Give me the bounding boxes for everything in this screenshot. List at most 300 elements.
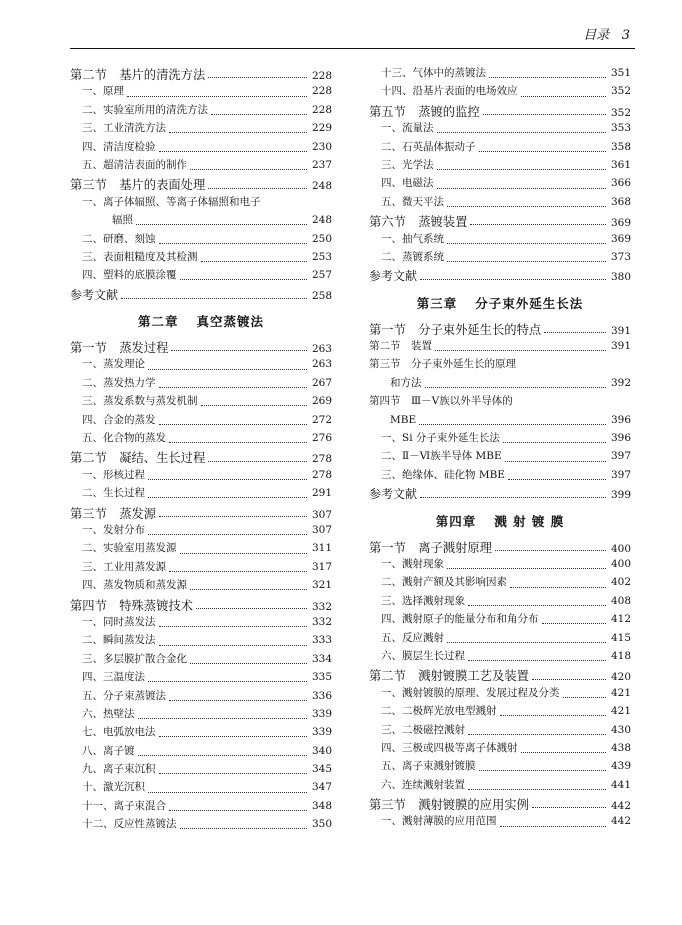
toc-entry-label: 第四节 Ⅲ－Ⅴ族以外半导体的 bbox=[369, 395, 513, 408]
chapter-title: 真空蒸镀法 bbox=[196, 314, 265, 330]
dot-leader bbox=[180, 278, 308, 280]
toc-entry bbox=[70, 231, 332, 249]
toc-entry-page: 441 bbox=[610, 778, 631, 791]
toc-entry-page: 248 bbox=[311, 180, 332, 193]
toc-entry-page: 430 bbox=[610, 723, 631, 736]
dot-leader bbox=[500, 714, 607, 716]
dot-leader bbox=[159, 242, 308, 244]
toc-entry-page: 237 bbox=[311, 158, 332, 171]
toc-entry-label: 二、蒸发热力学 bbox=[82, 376, 156, 389]
dot-leader bbox=[169, 809, 307, 811]
toc-entry bbox=[70, 467, 332, 485]
dot-leader bbox=[159, 625, 308, 627]
toc-entry bbox=[70, 485, 332, 503]
dot-leader bbox=[532, 806, 606, 808]
toc-entry bbox=[70, 157, 332, 175]
toc-entry bbox=[70, 614, 332, 632]
toc-entry bbox=[369, 231, 631, 249]
toc-entry bbox=[369, 139, 631, 157]
toc-entry-page: 396 bbox=[610, 432, 631, 445]
toc-entry bbox=[369, 430, 631, 448]
toc-entry-page: 400 bbox=[610, 557, 631, 570]
dot-leader bbox=[479, 150, 607, 152]
dot-leader bbox=[148, 496, 307, 498]
toc-entry-page: 353 bbox=[610, 122, 631, 135]
dot-leader bbox=[196, 607, 307, 609]
toc-entry-label: 六、连续溅射装置 bbox=[381, 778, 465, 791]
toc-entry-page: 392 bbox=[610, 376, 631, 389]
toc-entry-label: 二、二极辉光放电型溅射 bbox=[381, 705, 497, 718]
dot-leader bbox=[447, 260, 606, 262]
toc-references-entry bbox=[70, 286, 332, 304]
toc-entry-page: 421 bbox=[610, 686, 631, 699]
dot-leader bbox=[510, 586, 606, 588]
toc-entry bbox=[70, 212, 332, 230]
toc-entry-page: 263 bbox=[311, 358, 332, 371]
dot-leader bbox=[148, 791, 307, 793]
toc-entry-page: 380 bbox=[610, 271, 631, 284]
toc-entry bbox=[70, 356, 332, 374]
toc-entry bbox=[70, 102, 332, 120]
toc-entry-label: 二、蒸镀系统 bbox=[381, 250, 444, 263]
toc-entry-page: 278 bbox=[311, 468, 332, 481]
toc-entry-label: 一、原理 bbox=[82, 85, 124, 98]
chapter-heading bbox=[369, 286, 631, 320]
chapter-number: 第四章 bbox=[435, 513, 477, 529]
toc-entry bbox=[70, 669, 332, 687]
toc-section-entry bbox=[70, 596, 332, 614]
toc-entry-page: 418 bbox=[610, 649, 631, 662]
dot-leader bbox=[159, 772, 308, 774]
toc-entry-page: 334 bbox=[311, 652, 332, 665]
dot-leader bbox=[542, 622, 607, 624]
toc-entry bbox=[369, 556, 631, 574]
toc-entry-label: 十一、离子束混合 bbox=[82, 799, 166, 812]
toc-section-entry bbox=[70, 65, 332, 83]
toc-entry-label: 六、膜层生长过程 bbox=[381, 649, 465, 662]
toc-entry-page: 228 bbox=[311, 85, 332, 98]
toc-entry-label: 第二节 装置 bbox=[369, 340, 432, 353]
toc-section-entry bbox=[369, 212, 631, 230]
toc-entry-label: 一、Si 分子束外延生长法 bbox=[381, 432, 500, 445]
toc-entry-page: 335 bbox=[311, 671, 332, 684]
toc-entry-page: 317 bbox=[311, 560, 332, 573]
toc-entry bbox=[369, 611, 631, 629]
toc-entry-label: 二、研磨、刻蚀 bbox=[82, 232, 156, 245]
toc-entry-page: 332 bbox=[311, 615, 332, 628]
toc-entry-label: 三、二极磁控溅射 bbox=[381, 723, 465, 736]
toc-entry bbox=[70, 393, 332, 411]
dot-leader bbox=[159, 644, 308, 646]
toc-entry-label: 一、溅射现象 bbox=[381, 557, 444, 570]
toc-entry-label: 一、发射分布 bbox=[82, 523, 145, 536]
toc-entry-page: 332 bbox=[311, 600, 332, 613]
toc-entry-label: 三、工业清洗方法 bbox=[82, 122, 166, 135]
toc-section-entry bbox=[369, 538, 631, 556]
chapter-heading bbox=[70, 304, 332, 338]
toc-entry-label: 第一节 蒸发过程 bbox=[70, 341, 169, 356]
dot-leader bbox=[180, 552, 308, 554]
toc-right-column bbox=[369, 65, 631, 832]
dot-leader bbox=[495, 549, 606, 551]
toc-entry-label: 第三节 溅射镀膜的应用实例 bbox=[369, 798, 529, 813]
toc-entry-page: 272 bbox=[311, 413, 332, 426]
toc-entry-page: 278 bbox=[311, 453, 332, 466]
toc-entry-label: 十四、沿基片表面的电场效应 bbox=[381, 85, 518, 98]
dot-leader bbox=[420, 496, 606, 498]
toc-entry-label: 第三节 基片的表面处理 bbox=[70, 178, 206, 193]
dot-leader bbox=[532, 678, 606, 680]
toc-entry-label: 三、工业用蒸发源 bbox=[82, 560, 166, 573]
toc-entry-label: 五、化合物的蒸发 bbox=[82, 432, 166, 445]
toc-entry-label: 一、抽气系统 bbox=[381, 232, 444, 245]
toc-entry bbox=[70, 779, 332, 797]
toc-entry bbox=[369, 393, 631, 411]
toc-entry bbox=[369, 157, 631, 175]
toc-entry-page: 400 bbox=[610, 542, 631, 555]
toc-entry-label: 和方法 bbox=[369, 376, 422, 389]
toc-entry-label: 参考文献 bbox=[369, 487, 418, 502]
toc-entry-page: 348 bbox=[311, 799, 332, 812]
dot-leader bbox=[500, 825, 607, 827]
toc-entry-label: 四、蒸发物质和蒸发源 bbox=[82, 579, 187, 592]
toc-entry-page: 230 bbox=[311, 140, 332, 153]
toc-entry-label: 三、表面粗糙度及其检测 bbox=[82, 250, 198, 263]
toc-entry-page: 228 bbox=[311, 103, 332, 116]
toc-entry bbox=[369, 467, 631, 485]
dot-leader bbox=[468, 788, 606, 790]
toc-entry bbox=[369, 630, 631, 648]
dot-leader bbox=[201, 260, 308, 262]
toc-entry bbox=[70, 83, 332, 101]
dot-leader bbox=[208, 187, 307, 189]
dot-leader bbox=[190, 588, 307, 590]
toc-entry-page: 228 bbox=[311, 70, 332, 82]
dot-leader bbox=[437, 131, 607, 133]
dot-leader bbox=[201, 404, 308, 406]
toc-entry-label: 三、蒸发系数与蒸发机制 bbox=[82, 395, 198, 408]
toc-entry-label: 第四节 特殊蒸镀技术 bbox=[70, 598, 193, 613]
toc-entry-page: 321 bbox=[311, 579, 332, 592]
toc-entry-page: 352 bbox=[610, 106, 631, 119]
dot-leader bbox=[447, 641, 606, 643]
dot-leader bbox=[148, 478, 307, 480]
toc-entry-page: 311 bbox=[311, 542, 332, 555]
toc-entry bbox=[369, 356, 631, 374]
toc-entry-page: 420 bbox=[610, 671, 631, 684]
toc-entry-label: 二、Ⅱ－Ⅵ族半导体 MBE bbox=[381, 450, 502, 463]
toc-entry-page: 439 bbox=[610, 760, 631, 773]
toc-entry bbox=[70, 375, 332, 393]
toc-entry bbox=[70, 412, 332, 430]
toc-entry-label: 五、微天平法 bbox=[381, 195, 444, 208]
toc-entry-label: 一、同时蒸发法 bbox=[82, 615, 156, 628]
toc-entry-page: 276 bbox=[311, 432, 332, 445]
toc-entry bbox=[70, 540, 332, 558]
dot-leader bbox=[159, 150, 308, 152]
toc-entry-label: 四、三温度法 bbox=[82, 671, 145, 684]
dot-leader bbox=[159, 386, 308, 388]
toc-entry-label: 第二节 凝结、生长过程 bbox=[70, 451, 206, 466]
toc-entry-label: 十、激光沉积 bbox=[82, 781, 145, 794]
toc-entry-page: 442 bbox=[610, 800, 631, 813]
chapter-title: 分子束外延生长法 bbox=[475, 295, 584, 311]
dot-leader bbox=[544, 331, 606, 333]
toc-entry-page: 361 bbox=[610, 158, 631, 171]
toc-entry-page: 397 bbox=[610, 450, 631, 463]
toc-section-entry bbox=[70, 504, 332, 522]
dot-leader bbox=[169, 699, 307, 701]
chapter-number: 第三章 bbox=[416, 295, 458, 311]
toc-entry-label: 四、三极或四极等离子体溅射 bbox=[381, 741, 518, 754]
dot-leader bbox=[563, 696, 607, 698]
dot-leader bbox=[489, 76, 606, 78]
toc-entry-label: MBE bbox=[369, 413, 417, 426]
toc-entry-label: 二、石英晶体振动子 bbox=[381, 140, 476, 153]
toc-entry-page: 250 bbox=[311, 232, 332, 245]
toc-entry-page: 248 bbox=[311, 214, 332, 227]
dot-leader bbox=[447, 242, 606, 244]
toc-entry-label: 四、溅射原子的能量分布和角分布 bbox=[381, 613, 539, 626]
toc-entry-page: 366 bbox=[610, 177, 631, 190]
toc-entry-label: 第一节 分子束外延生长的特点 bbox=[369, 322, 542, 337]
toc-entry bbox=[70, 651, 332, 669]
toc-entry bbox=[70, 249, 332, 267]
toc-entry-page: 345 bbox=[311, 763, 332, 776]
dot-leader bbox=[505, 460, 606, 462]
toc-entry-page: 399 bbox=[610, 489, 631, 502]
toc-entry bbox=[369, 685, 631, 703]
dot-leader bbox=[169, 570, 307, 572]
toc-entry-page: 352 bbox=[610, 85, 631, 98]
toc-entry-label: 六、热壁法 bbox=[82, 707, 135, 720]
toc-entry bbox=[70, 798, 332, 816]
toc-entry-page: 258 bbox=[311, 289, 332, 302]
dot-leader bbox=[136, 223, 307, 225]
dot-leader bbox=[468, 659, 606, 661]
toc-entry bbox=[369, 175, 631, 193]
toc-entry-page: 336 bbox=[311, 689, 332, 702]
dot-leader bbox=[435, 349, 606, 351]
toc-entry-page: 397 bbox=[610, 468, 631, 481]
toc-entry bbox=[70, 688, 332, 706]
toc-entry-label: 参考文献 bbox=[369, 269, 418, 284]
dot-leader bbox=[159, 515, 307, 517]
toc-entry-label: 第三节 分子束外延生长的原理 bbox=[369, 358, 516, 371]
chapter-title: 溅 射 镀 膜 bbox=[494, 513, 565, 529]
toc-entry bbox=[369, 412, 631, 430]
toc-section-entry bbox=[369, 320, 631, 338]
toc-entry bbox=[70, 816, 332, 834]
toc-entry bbox=[369, 194, 631, 212]
toc-entry-label: 十三、气体中的蒸镀法 bbox=[381, 67, 486, 79]
toc-entry-label: 三、多层膜扩散合金化 bbox=[82, 652, 187, 665]
toc-entry bbox=[70, 267, 332, 285]
dot-leader bbox=[508, 478, 606, 480]
toc-entry-label: 第二节 基片的清洗方法 bbox=[70, 68, 206, 82]
toc-section-entry bbox=[70, 338, 332, 356]
toc-entry-label: 四、电磁法 bbox=[381, 177, 434, 190]
toc-entry bbox=[369, 593, 631, 611]
toc-entry-page: 347 bbox=[311, 781, 332, 794]
toc-entry bbox=[369, 740, 631, 758]
toc-entry bbox=[369, 375, 631, 393]
running-title: 目录 bbox=[583, 28, 610, 43]
toc-entry-label: 九、离子束沉积 bbox=[82, 763, 156, 776]
toc-section-entry bbox=[369, 666, 631, 684]
dot-leader bbox=[169, 441, 307, 443]
toc-entry bbox=[369, 722, 631, 740]
toc-entry-page: 421 bbox=[610, 705, 631, 718]
dot-leader bbox=[180, 827, 308, 829]
toc-entry-page: 257 bbox=[311, 269, 332, 282]
toc-entry bbox=[369, 338, 631, 356]
toc-entry-page: 442 bbox=[610, 815, 631, 828]
toc-entry-page: 402 bbox=[610, 576, 631, 589]
dot-leader bbox=[138, 754, 308, 756]
toc-entry-page: 396 bbox=[610, 413, 631, 426]
dot-leader bbox=[211, 113, 307, 115]
toc-entry-label: 八、离子镀 bbox=[82, 744, 135, 757]
toc-entry-label: 四、合金的蒸发 bbox=[82, 413, 156, 426]
toc-entry-label: 十二、反应性蒸镀法 bbox=[82, 818, 177, 831]
toc-entry-label: 五、分子束蒸镀法 bbox=[82, 689, 166, 702]
toc-entry bbox=[70, 120, 332, 138]
dot-leader bbox=[148, 533, 307, 535]
toc-entry bbox=[70, 743, 332, 761]
toc-entry-page: 333 bbox=[311, 634, 332, 647]
toc-entry-page: 269 bbox=[311, 395, 332, 408]
dot-leader bbox=[148, 368, 307, 370]
toc-entry bbox=[70, 761, 332, 779]
toc-entry bbox=[369, 813, 631, 831]
dot-leader bbox=[447, 567, 606, 569]
toc-entry-label: 五、反应溅射 bbox=[381, 631, 444, 644]
page-header bbox=[70, 24, 630, 43]
toc-entry bbox=[369, 574, 631, 592]
toc-entry bbox=[369, 448, 631, 466]
toc-entry bbox=[70, 632, 332, 650]
toc-entry-label: 二、实验室用蒸发源 bbox=[82, 542, 177, 555]
toc-entry-label: 一、流量法 bbox=[381, 122, 434, 135]
toc-references-entry bbox=[369, 267, 631, 285]
dot-leader bbox=[470, 223, 606, 225]
toc-entry-page: 263 bbox=[311, 343, 332, 356]
toc-entry-page: 307 bbox=[311, 523, 332, 536]
toc-entry bbox=[369, 648, 631, 666]
toc-entry-label: 三、绝缘体、硅化物 MBE bbox=[381, 468, 505, 481]
dot-leader bbox=[159, 735, 308, 737]
toc-entry-label: 第三节 蒸发源 bbox=[70, 506, 157, 521]
dot-leader bbox=[468, 604, 606, 606]
toc-entry-label: 第五节 蒸镀的监控 bbox=[369, 104, 480, 119]
toc-section-entry bbox=[70, 175, 332, 193]
dot-leader bbox=[447, 205, 606, 207]
dot-leader bbox=[190, 168, 307, 170]
toc-entry-label: 辐照 bbox=[70, 214, 133, 227]
toc-entry bbox=[369, 777, 631, 795]
dot-leader bbox=[208, 460, 307, 462]
toc-entry-label: 五、超清洁表面的制作 bbox=[82, 158, 187, 171]
toc-entry-label: 二、实验室所用的清洗方法 bbox=[82, 103, 208, 116]
toc-entry-page: 408 bbox=[610, 594, 631, 607]
toc-entry-label: 二、瞬间蒸发法 bbox=[82, 634, 156, 647]
dot-leader bbox=[521, 751, 607, 753]
toc-entry bbox=[70, 577, 332, 595]
toc-entry-page: 291 bbox=[311, 487, 332, 500]
dot-leader bbox=[521, 95, 607, 97]
toc-entry-label: 一、离子体辐照、等离子体辐照和电子 bbox=[82, 195, 261, 208]
dot-leader bbox=[159, 423, 308, 425]
toc-entry bbox=[70, 522, 332, 540]
toc-entry bbox=[70, 430, 332, 448]
chapter-number: 第二章 bbox=[137, 314, 179, 330]
toc-entry bbox=[369, 703, 631, 721]
toc-entry bbox=[369, 83, 631, 101]
dot-leader bbox=[127, 95, 307, 97]
dot-leader bbox=[468, 733, 606, 735]
dot-leader bbox=[437, 168, 607, 170]
toc-entry bbox=[70, 559, 332, 577]
toc-entry-page: 339 bbox=[311, 726, 332, 739]
dot-leader bbox=[437, 187, 607, 189]
toc-section-entry bbox=[70, 448, 332, 466]
toc-entry-label: 七、电弧放电法 bbox=[82, 726, 156, 739]
toc-entry-page: 340 bbox=[311, 744, 332, 757]
toc-entry-label: 四、清洁度检验 bbox=[82, 140, 156, 153]
toc-section-entry bbox=[369, 795, 631, 813]
toc-entry-page: 412 bbox=[610, 613, 631, 626]
dot-leader bbox=[169, 131, 307, 133]
toc-entry-label: 第六节 蒸镀装置 bbox=[369, 215, 468, 230]
toc-entry-page: 229 bbox=[311, 122, 332, 135]
toc-entry-label: 第一节 离子溅射原理 bbox=[369, 540, 492, 555]
toc-entry-page: 267 bbox=[311, 376, 332, 389]
toc-entry-page: 253 bbox=[311, 250, 332, 263]
toc-entry-label: 一、蒸发理论 bbox=[82, 358, 145, 371]
toc-entry-label: 三、光学法 bbox=[381, 158, 434, 171]
toc-entry bbox=[369, 120, 631, 138]
dot-leader bbox=[483, 113, 606, 115]
toc-entry bbox=[369, 65, 631, 83]
toc-entry-page: 369 bbox=[610, 217, 631, 230]
dot-leader bbox=[121, 297, 307, 299]
toc-entry-page: 368 bbox=[610, 195, 631, 208]
toc-entry-page: 351 bbox=[610, 67, 631, 79]
toc-entry bbox=[369, 249, 631, 267]
dot-leader bbox=[138, 717, 308, 719]
dot-leader bbox=[425, 386, 607, 388]
dot-leader bbox=[503, 441, 606, 443]
toc-entry-page: 415 bbox=[610, 631, 631, 644]
toc-entry-label: 一、溅射薄膜的应用范围 bbox=[381, 815, 497, 828]
toc-entry-label: 四、塑料的底膜涂覆 bbox=[82, 269, 177, 282]
toc-entry-label: 二、生长过程 bbox=[82, 487, 145, 500]
toc-entry-page: 391 bbox=[610, 340, 631, 353]
toc-entry-label: 三、选择溅射现象 bbox=[381, 594, 465, 607]
toc-entry-label: 参考文献 bbox=[70, 287, 119, 302]
toc-entry-page: 350 bbox=[311, 818, 332, 831]
page-number: 3 bbox=[621, 28, 630, 43]
header-rule bbox=[70, 48, 635, 49]
dot-leader bbox=[171, 349, 307, 351]
dot-leader bbox=[419, 423, 606, 425]
dot-leader bbox=[420, 278, 606, 280]
toc-entry-label: 一、形核过程 bbox=[82, 468, 145, 481]
toc-entry bbox=[70, 194, 332, 212]
toc-entry-page: 369 bbox=[610, 232, 631, 245]
chapter-heading bbox=[369, 504, 631, 538]
